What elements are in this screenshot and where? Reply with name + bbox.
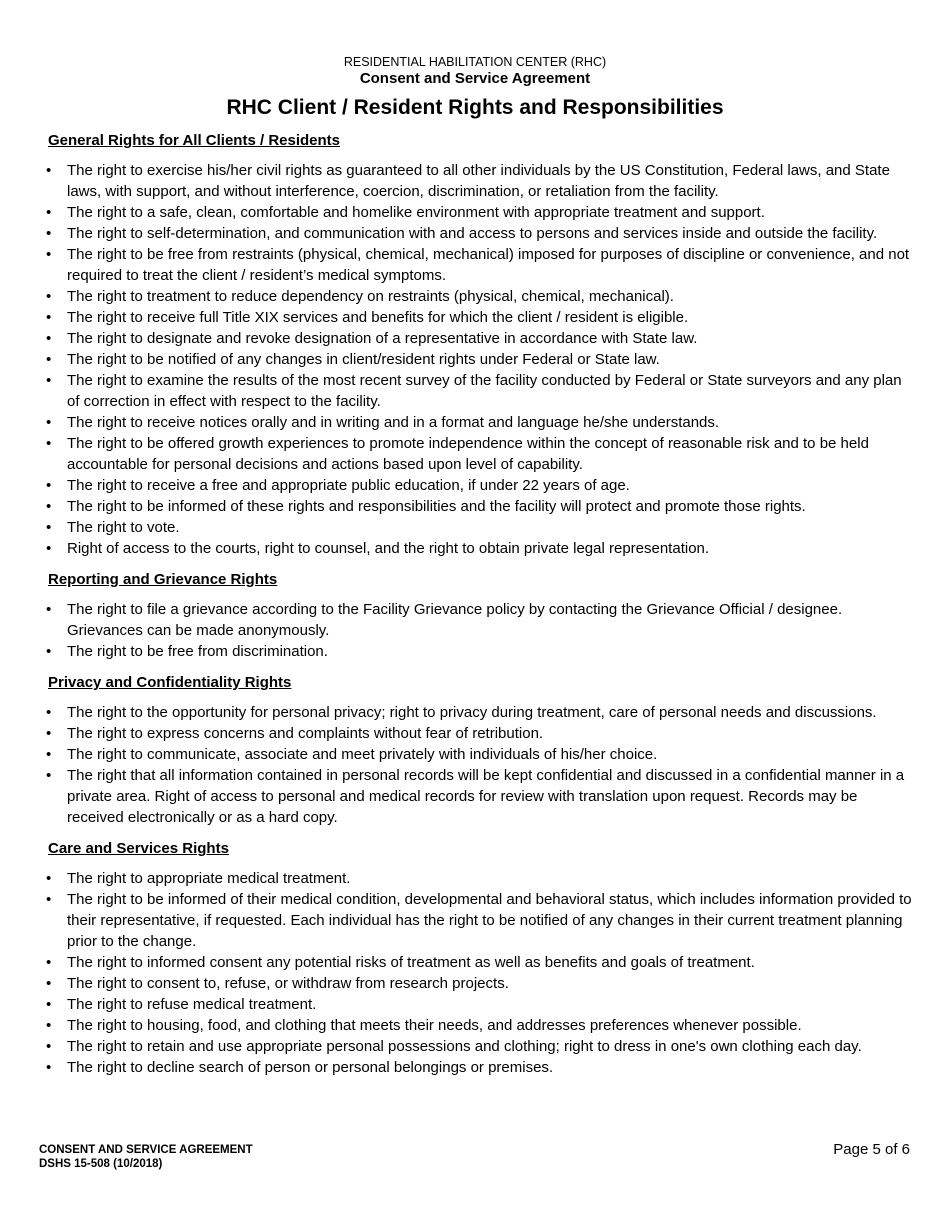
page-title: RHC Client / Resident Rights and Responsibilities bbox=[226, 96, 724, 119]
general-rights-list bbox=[46, 160, 916, 559]
list-item: • The right to be free from discrimination. bbox=[46, 641, 916, 662]
rights-content bbox=[46, 130, 916, 1078]
list-item: • The right to be free from restraints (physical, chemical, mechanical) imposed for purposes of discipline or convenience, and not required to treat the client / resident’s medical symptoms. bbox=[46, 244, 916, 286]
list-item: • The right to be informed of their medical condition, developmental and behavioral status, which includes information provided to their representative, if requested. Each individual has the right to be notified of any changes in their current treatment planning prior to the change. bbox=[46, 889, 916, 952]
section-spacer bbox=[46, 559, 916, 569]
footer-form-info bbox=[39, 1143, 253, 1171]
grievance-rights-list bbox=[46, 599, 916, 662]
section-spacer bbox=[46, 662, 916, 672]
list-item: • The right to receive a free and appropriate public education, if under 22 years of age. bbox=[46, 475, 916, 496]
list-item: • The right to be notified of any changes in client/resident rights under Federal or State law. bbox=[46, 349, 916, 370]
list-item: • The right to refuse medical treatment. bbox=[46, 994, 916, 1015]
list-item: • The right to be informed of these rights and responsibilities and the facility will protect and promote those rights. bbox=[46, 496, 916, 517]
list-item: • The right to informed consent any potential risks of treatment as well as benefits and goals of treatment. bbox=[46, 952, 916, 973]
section-heading-privacy: Privacy and Confidentiality Rights bbox=[48, 674, 292, 691]
list-item: • The right to self-determination, and communication with and access to persons and services inside and outside the facility. bbox=[46, 223, 916, 244]
section-heading-general: General Rights for All Clients / Residents bbox=[48, 132, 341, 149]
privacy-rights-list bbox=[46, 702, 916, 828]
page-number: Page 5 of 6 bbox=[833, 1141, 910, 1158]
list-item: • The right to be offered growth experiences to promote independence within the concept of reasonable risk and to be held accountable for personal decisions and actions based upon level of capability. bbox=[46, 433, 916, 475]
list-item: • The right to receive full Title XIX services and benefits for which the client / resident is eligible. bbox=[46, 307, 916, 328]
list-item: • The right to vote. bbox=[46, 517, 916, 538]
list-item: • The right to express concerns and complaints without fear of retribution. bbox=[46, 723, 916, 744]
footer-form-number: DSHS 15-508 (10/2018) bbox=[39, 1158, 163, 1170]
list-item: • The right to decline search of person or personal belongings or premises. bbox=[46, 1057, 916, 1078]
list-item: • The right to designate and revoke designation of a representative in accordance with State law. bbox=[46, 328, 916, 349]
list-item: • The right to treatment to reduce dependency on restraints (physical, chemical, mechanical). bbox=[46, 286, 916, 307]
list-item: • The right to appropriate medical treatment. bbox=[46, 868, 916, 889]
list-item: • The right to receive notices orally and in writing and in a format and language he/she understands. bbox=[46, 412, 916, 433]
care-rights-list bbox=[46, 868, 916, 1078]
list-item: • The right to communicate, associate and meet privately with individuals of his/her choice. bbox=[46, 744, 916, 765]
section-heading-care: Care and Services Rights bbox=[48, 840, 229, 857]
list-item: • The right to a safe, clean, comfortable and homelike environment with appropriate treatment and support. bbox=[46, 202, 916, 223]
list-item: • The right to the opportunity for personal privacy; right to privacy during treatment, care of personal needs and discussions. bbox=[46, 702, 916, 723]
list-item: • The right that all information contained in personal records will be kept confidential and discussed in a confidential manner in a private area. Right of access to personal and medical records for review with translation upon request. Records may be received electronically or as a hard copy. bbox=[46, 765, 916, 828]
header-form-name: Consent and Service Agreement bbox=[359, 70, 591, 87]
list-item: • The right to file a grievance according to the Facility Grievance policy by contacting the Grievance Official / designee. Grievances can be made anonymously. bbox=[46, 599, 916, 641]
list-item: • The right to housing, food, and clothing that meets their needs, and addresses preferences whenever possible. bbox=[46, 1015, 916, 1036]
list-item: • The right to exercise his/her civil rights as guaranteed to all other individuals by the US Constitution, Federal laws, and State laws, with support, and without interference, coercion, discrimination, or retaliation from the facility. bbox=[46, 160, 916, 202]
header-subtitle: RESIDENTIAL HABILITATION CENTER (RHC) bbox=[343, 55, 607, 69]
section-spacer bbox=[46, 828, 916, 838]
list-item: • The right to retain and use appropriate personal possessions and clothing; right to dress in one's own clothing each day. bbox=[46, 1036, 916, 1057]
list-item: • The right to consent to, refuse, or withdraw from research projects. bbox=[46, 973, 916, 994]
section-heading-grievance: Reporting and Grievance Rights bbox=[48, 571, 278, 588]
list-item: • The right to examine the results of the most recent survey of the facility conducted by Federal or State surveyors and any plan of correction in effect with respect to the facility. bbox=[46, 370, 916, 412]
list-item: • Right of access to the courts, right to counsel, and the right to obtain private legal representation. bbox=[46, 538, 916, 559]
footer-form-title: CONSENT AND SERVICE AGREEMENT bbox=[39, 1144, 253, 1156]
